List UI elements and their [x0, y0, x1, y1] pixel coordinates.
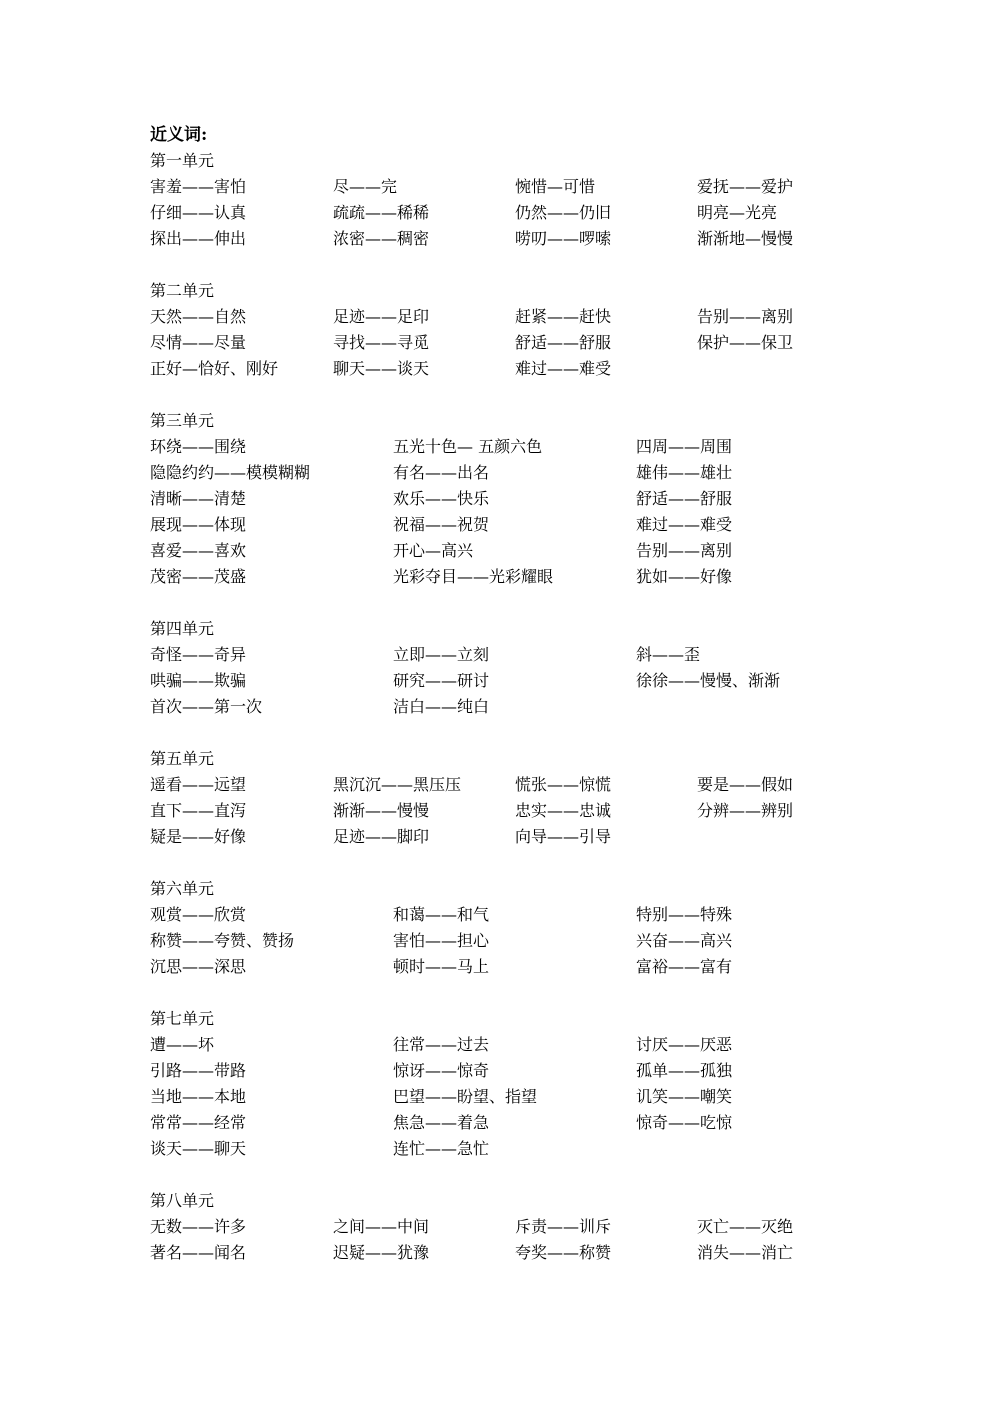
synonym-pair: 欢乐——快乐 — [393, 489, 490, 508]
synonym-pair: 五光十色— 五颜六色 — [393, 437, 543, 456]
synonym-pair: 难过——难受 — [515, 359, 612, 378]
unit-section — [150, 876, 850, 1006]
synonym-pair: 茂密——茂盛 — [150, 567, 247, 586]
synonym-row — [150, 902, 850, 928]
synonym-pair: 之间——中间 — [333, 1217, 430, 1236]
synonym-pair: 谈天——聊天 — [150, 1139, 247, 1158]
synonym-pair: 讥笑——嘲笑 — [636, 1087, 733, 1106]
synonym-pair: 疑是——好像 — [150, 827, 247, 846]
synonym-pair: 尽——完 — [333, 177, 398, 196]
synonym-row — [150, 772, 850, 798]
synonym-pair: 观赏——欣赏 — [150, 905, 247, 924]
synonym-pair: 四周——周围 — [636, 437, 733, 456]
unit-heading: 第七单元 — [150, 1009, 215, 1028]
synonym-pair: 隐隐约约——模模糊糊 — [150, 463, 311, 482]
unit-section — [150, 1006, 850, 1188]
synonym-pair: 寻找——寻觅 — [333, 333, 430, 352]
unit-heading: 第三单元 — [150, 411, 215, 430]
synonym-row — [150, 694, 850, 720]
synonym-pair: 要是——假如 — [697, 775, 794, 794]
synonym-row — [150, 460, 850, 486]
synonym-pair: 爱抚——爱护 — [697, 177, 794, 196]
synonym-pair: 赶紧——赶快 — [515, 307, 612, 326]
synonym-pair: 有名——出名 — [393, 463, 490, 482]
synonym-pair: 难过——难受 — [636, 515, 733, 534]
synonym-pair: 无数——许多 — [150, 1217, 247, 1236]
synonym-pair: 和蔼——和气 — [393, 905, 490, 924]
unit-heading: 第六单元 — [150, 879, 215, 898]
synonym-pair: 犹如——好像 — [636, 567, 733, 586]
synonym-row — [150, 356, 850, 382]
synonym-pair: 光彩夺目——光彩耀眼 — [393, 567, 554, 586]
synonym-pair: 探出——伸出 — [150, 229, 247, 248]
synonym-pair: 灭亡——灭绝 — [697, 1217, 794, 1236]
synonym-pair: 首次——第一次 — [150, 697, 263, 716]
synonym-row — [150, 226, 850, 252]
section-spacer — [150, 590, 850, 616]
synonym-pair: 往常——过去 — [393, 1035, 490, 1054]
synonym-pair: 足迹——脚印 — [333, 827, 430, 846]
synonym-pair: 研究——研讨 — [393, 671, 490, 690]
synonym-row — [150, 486, 850, 512]
synonym-pair: 告别——离别 — [697, 307, 794, 326]
synonym-pair: 迟疑——犹豫 — [333, 1243, 430, 1262]
synonym-row — [150, 1058, 850, 1084]
synonym-row — [150, 512, 850, 538]
synonym-row — [150, 564, 850, 590]
synonym-pair: 尽情——尽量 — [150, 333, 247, 352]
section-spacer — [150, 382, 850, 408]
synonym-row — [150, 174, 850, 200]
synonym-pair: 保护——保卫 — [697, 333, 794, 352]
synonym-pair: 夸奖——称赞 — [515, 1243, 612, 1262]
synonym-row — [150, 1084, 850, 1110]
synonym-pair: 黑沉沉——黑压压 — [333, 775, 462, 794]
synonym-pair: 足迹——足印 — [333, 307, 430, 326]
synonym-pair: 讨厌——厌恶 — [636, 1035, 733, 1054]
synonym-row — [150, 538, 850, 564]
synonym-pair: 仍然——仍旧 — [515, 203, 612, 222]
section-spacer — [150, 850, 850, 876]
synonym-pair: 天然——自然 — [150, 307, 247, 326]
synonym-pair: 环绕——围绕 — [150, 437, 247, 456]
synonym-pair: 雄伟——雄壮 — [636, 463, 733, 482]
synonym-pair: 惊讶——惊奇 — [393, 1061, 490, 1080]
synonym-pair: 斜——歪 — [636, 645, 701, 664]
synonym-row — [150, 1110, 850, 1136]
synonym-pair: 害羞——害怕 — [150, 177, 247, 196]
synonym-row — [150, 1032, 850, 1058]
synonym-pair: 引路——带路 — [150, 1061, 247, 1080]
synonym-row — [150, 1136, 850, 1162]
synonym-pair: 孤单——孤独 — [636, 1061, 733, 1080]
unit-heading: 第一单元 — [150, 151, 215, 170]
synonym-pair: 唠叨——啰嗦 — [515, 229, 612, 248]
synonym-pair: 清晰——清楚 — [150, 489, 247, 508]
synonym-pair: 渐渐——慢慢 — [333, 801, 430, 820]
unit-section — [150, 1188, 850, 1266]
synonym-row — [150, 1214, 850, 1240]
synonym-pair: 忠实——忠诚 — [515, 801, 612, 820]
synonym-pair: 仔细——认真 — [150, 203, 247, 222]
synonym-pair: 喜爱——喜欢 — [150, 541, 247, 560]
synonym-pair: 慌张——惊慌 — [515, 775, 612, 794]
synonym-pair: 舒适——舒服 — [515, 333, 612, 352]
synonym-row — [150, 330, 850, 356]
synonym-row — [150, 434, 850, 460]
synonym-pair: 惋惜—可惜 — [515, 177, 596, 196]
synonym-pair: 连忙——急忙 — [393, 1139, 490, 1158]
synonym-row — [150, 200, 850, 226]
unit-heading: 第五单元 — [150, 749, 215, 768]
synonym-pair: 立即——立刻 — [393, 645, 490, 664]
synonym-pair: 开心—高兴 — [393, 541, 474, 560]
synonym-pair: 害怕——担心 — [393, 931, 490, 950]
synonym-pair: 分辨——辨别 — [697, 801, 794, 820]
synonym-pair: 巴望——盼望、指望 — [393, 1087, 538, 1106]
unit-section — [150, 278, 850, 408]
synonym-row — [150, 928, 850, 954]
unit-heading: 第八单元 — [150, 1191, 215, 1210]
unit-section — [150, 616, 850, 746]
synonym-pair: 告别——离别 — [636, 541, 733, 560]
synonym-row — [150, 1240, 850, 1266]
synonym-pair: 奇怪——奇异 — [150, 645, 247, 664]
synonym-pair: 称赞——夸赞、赞扬 — [150, 931, 295, 950]
synonym-pair: 焦急——着急 — [393, 1113, 490, 1132]
synonym-row — [150, 824, 850, 850]
synonym-pair: 常常——经常 — [150, 1113, 247, 1132]
synonym-pair: 徐徐——慢慢、渐渐 — [636, 671, 781, 690]
synonym-pair: 明亮—光亮 — [697, 203, 778, 222]
synonym-pair: 浓密——稠密 — [333, 229, 430, 248]
synonym-pair: 祝福——祝贺 — [393, 515, 490, 534]
synonym-pair: 遥看——远望 — [150, 775, 247, 794]
synonym-row — [150, 798, 850, 824]
synonym-pair: 正好—恰好、刚好 — [150, 359, 279, 378]
synonym-pair: 著名——闻名 — [150, 1243, 247, 1262]
synonym-pair: 斥责——训斥 — [515, 1217, 612, 1236]
section-spacer — [150, 720, 850, 746]
section-spacer — [150, 1162, 850, 1188]
unit-section — [150, 148, 850, 278]
unit-heading: 第二单元 — [150, 281, 215, 300]
synonym-pair: 消失——消亡 — [697, 1243, 794, 1262]
synonym-pair: 聊天——谈天 — [333, 359, 430, 378]
synonym-pair: 沉思——深思 — [150, 957, 247, 976]
synonym-pair: 渐渐地—慢慢 — [697, 229, 794, 248]
document-page — [150, 122, 850, 1266]
section-spacer — [150, 252, 850, 278]
units-container — [150, 148, 850, 1266]
synonym-pair: 哄骗——欺骗 — [150, 671, 247, 690]
synonym-row — [150, 954, 850, 980]
synonym-pair: 舒适——舒服 — [636, 489, 733, 508]
synonym-pair: 兴奋——高兴 — [636, 931, 733, 950]
synonym-pair: 直下——直泻 — [150, 801, 247, 820]
synonym-pair: 展现——体现 — [150, 515, 247, 534]
synonym-row — [150, 668, 850, 694]
synonym-pair: 惊奇——吃惊 — [636, 1113, 733, 1132]
synonym-pair: 富裕——富有 — [636, 957, 733, 976]
synonym-pair: 疏疏——稀稀 — [333, 203, 430, 222]
synonym-row — [150, 304, 850, 330]
synonym-pair: 当地——本地 — [150, 1087, 247, 1106]
section-spacer — [150, 980, 850, 1006]
synonym-pair: 遭——坏 — [150, 1035, 215, 1054]
unit-section — [150, 746, 850, 876]
synonym-pair: 向导——引导 — [515, 827, 612, 846]
synonym-pair: 特别——特殊 — [636, 905, 733, 924]
unit-section — [150, 408, 850, 616]
synonym-pair: 洁白——纯白 — [393, 697, 490, 716]
synonym-row — [150, 642, 850, 668]
synonym-pair: 顿时——马上 — [393, 957, 490, 976]
unit-heading: 第四单元 — [150, 619, 215, 638]
document-title: 近义词: — [150, 125, 208, 145]
